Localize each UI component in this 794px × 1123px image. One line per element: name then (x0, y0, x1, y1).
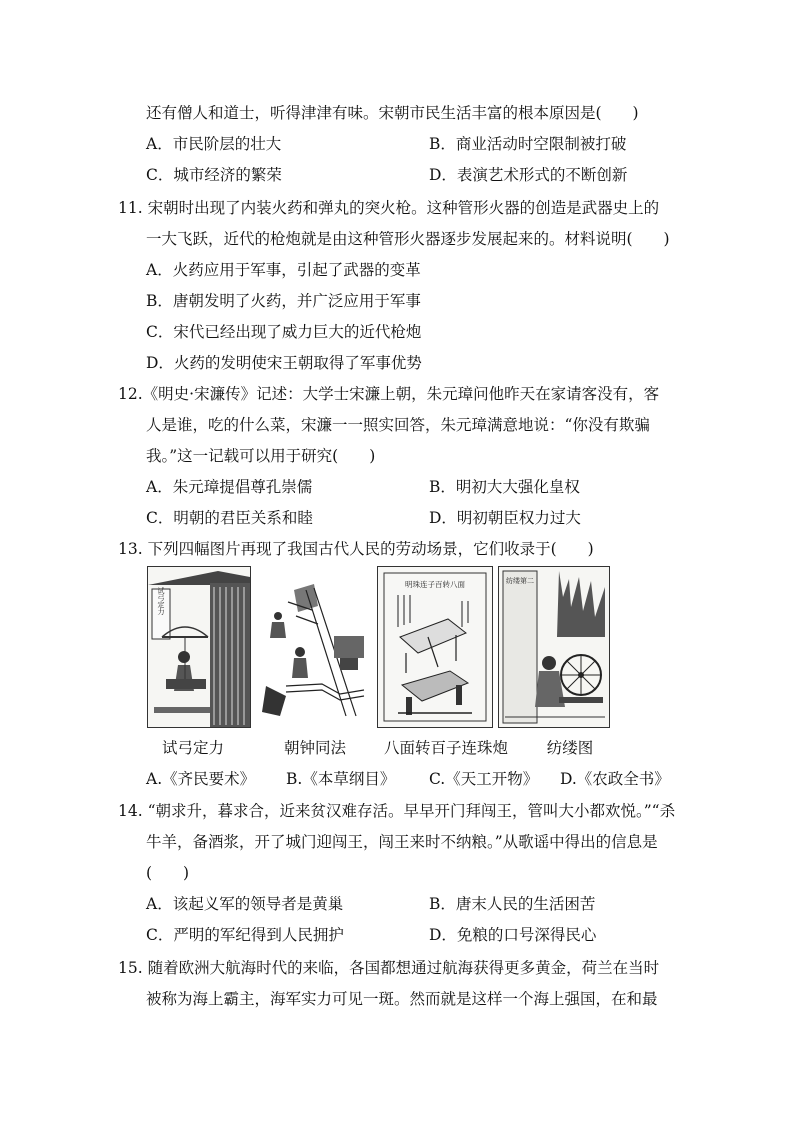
q10-option-c: C．城市经济的繁荣 (146, 166, 282, 184)
q13-option-d: D.《农政全书》 (560, 770, 670, 788)
q14-stem-line-3: ( ) (146, 864, 190, 882)
figure-bell-casting (256, 566, 374, 726)
q15-stem-line-1: 15. 随着欧洲大航海时代的来临，各国都想通过航海获得更多黄金，荷兰在当时 (118, 959, 660, 977)
spinning-illustration (499, 567, 609, 727)
test-bow-inscription: 试弓定力 (157, 587, 165, 615)
q11-option-d: D．火药的发明使宋王朝取得了军事优势 (146, 354, 422, 372)
test-bow-illustration (148, 567, 250, 727)
q10-stem: 还有僧人和道士，听得津津有味。宋朝市民生活丰富的根本原因是( ) (146, 104, 639, 122)
q10-option-b: B．商业活动时空限制被打破 (429, 135, 627, 153)
cannon-inscription: 明珠连子百转八面 (405, 580, 465, 589)
q14-stem-line-2: 牛羊，备酒浆，开了城门迎闯王，闯王来时不纳粮。”从歌谣中得出的信息是 (146, 833, 658, 851)
caption-bell-casting: 朝钟同法 (283, 739, 346, 757)
q11-stem-line-2: 一大飞跃，近代的枪炮就是由这种管形火器逐步发展起来的。材料说明( ) (146, 230, 670, 248)
q11-option-a: A．火药应用于军事，引起了武器的变革 (146, 261, 421, 279)
q12-stem-line-3: 我。”这一记载可以用于研究( ) (146, 447, 376, 465)
spinning-inscription: 纺缕第二 (506, 577, 534, 585)
q14-stem-line-1: 14. “朝求升，暮求合，近来贫汉难存活。早早开门拜闯王，管叫大小都欢悦。”“杀 (118, 802, 676, 820)
q12-option-c: C．明朝的君臣关系和睦 (146, 509, 313, 527)
q14-option-d: D．免粮的口号深得民心 (429, 926, 597, 944)
cannon-illustration (378, 567, 492, 727)
q12-stem-line-2: 人是谁，吃的什么菜，宋濂一一照实回答，朱元璋满意地说：“你没有欺骗 (146, 416, 650, 434)
q14-option-c: C．严明的军纪得到人民拥护 (146, 926, 344, 944)
q14-option-b: B．唐末人民的生活困苦 (429, 895, 596, 913)
bell-casting-illustration (256, 566, 374, 726)
q13-option-a: A.《齐民要术》 (146, 770, 256, 788)
q12-option-d: D．明初朝臣权力过大 (429, 509, 581, 527)
q10-option-d: D．表演艺术形式的不断创新 (429, 166, 628, 184)
figure-test-bow (147, 566, 251, 728)
q10-option-a: A．市民阶层的壮大 (146, 135, 282, 153)
q12-stem-line-1: 12.《明史·宋濂传》记述：大学士宋濂上朝，朱元璋问他昨天在家请客没有，客 (118, 385, 660, 403)
q13-option-c: C.《天工开物》 (429, 770, 539, 788)
q11-stem-line-1: 11. 宋朝时出现了内装火药和弹丸的突火枪。这种管形火器的创造是武器史上的 (118, 199, 660, 217)
q14-option-a: A．该起义军的领导者是黄巢 (146, 895, 344, 913)
caption-test-bow: 试弓定力 (161, 739, 224, 757)
caption-cannon: 八面转百子连珠炮 (383, 739, 508, 757)
caption-spinning: 纺缕图 (546, 739, 594, 757)
q11-option-b: B．唐朝发明了火药，并广泛应用于军事 (146, 292, 421, 310)
q12-option-b: B．明初大大强化皇权 (429, 478, 580, 496)
q13-stem: 13. 下列四幅图片再现了我国古代人民的劳动场景，它们收录于( ) (118, 540, 594, 558)
figure-spinning (498, 566, 610, 728)
q13-option-b: B.《本草纲目》 (286, 770, 396, 788)
q11-option-c: C．宋代已经出现了威力巨大的近代枪炮 (146, 323, 422, 341)
q12-option-a: A．朱元璋提倡尊孔崇儒 (146, 478, 313, 496)
figure-cannon (377, 566, 493, 728)
q15-stem-line-2: 被称为海上霸主，海军实力可见一斑。然而就是这样一个海上强国，在和最 (146, 990, 658, 1008)
